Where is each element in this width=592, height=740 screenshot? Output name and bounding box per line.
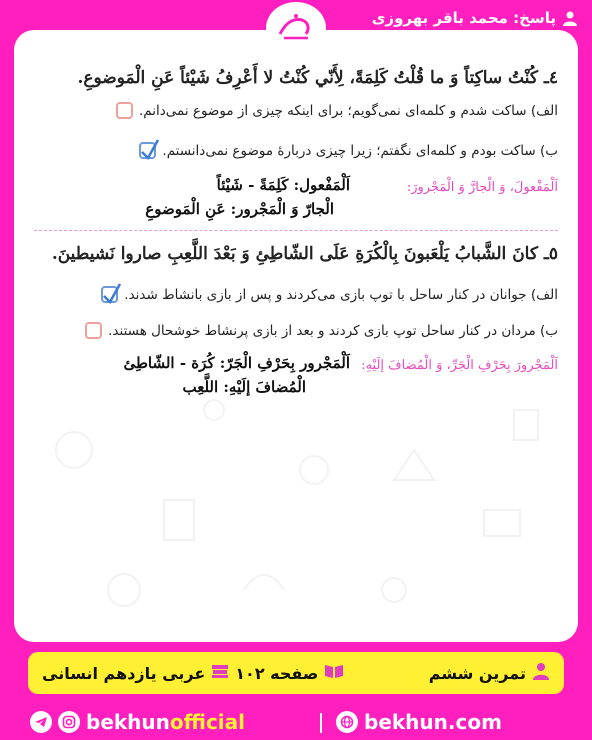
page-number: صفحه ۱۰۲ [235, 663, 319, 683]
website-link[interactable] [336, 710, 502, 734]
q5-option-a-text: الف) جوانان در کنار ساحل با توپ بازی می‌کردند و پس از بازی بانشاط شدند. [124, 286, 558, 303]
exercise-title-text: تمرین ششم [428, 663, 526, 683]
q5-option-b-text: ب) مردان در کنار ساحل توپ بازی کردند و بعد از بازی پرنشاط خوشحال هستند. [108, 322, 558, 339]
q4-option-a-checkbox[interactable] [116, 102, 133, 119]
q4-option-b-text: ب) ساکت بودم و کلمه‌ای نگفتم؛ زیرا چیزی دربارهٔ موضوع نمی‌دانستم. [162, 142, 558, 159]
globe-icon [336, 711, 358, 733]
page-and-book [42, 663, 344, 683]
brand-logo [266, 2, 326, 54]
q4-label: اَلْمَفْعولَ، وَ الْجارَّ وَ الْمَجْرورَ: [406, 180, 558, 195]
q5-option-a[interactable] [101, 286, 558, 303]
q5-label: اَلْمَجْرورَ بِحَرْفِ الْجَرِّ، وَ الْمُضافَ إلَيْهِ: [361, 358, 558, 373]
q5-answer-1: اَلْمَجْرور بِحَرْفِ الْجَرّ: كُرَة - الشّاطِئ [123, 354, 350, 372]
check-mark-icon [139, 138, 161, 162]
content-card [14, 30, 578, 642]
q5-answer-2: الْمُضافَ إلَيْهِ: اللَّعِب [182, 378, 306, 396]
website-text: bekhun.com [364, 710, 502, 734]
q5-option-b[interactable] [85, 322, 558, 339]
q5-question: ٥ـ کانَ الشَّبابُ يَلْعَبونَ بِالْكُرَةِ عَلَى الشّاطِئِ وَ بَعْدَ اللَّعِبِ صاروا نَشيطينَ. [51, 244, 558, 264]
book-name: عربی یازدهم انسانی [42, 663, 206, 683]
q4-option-a-text: الف) ساکت شدم و کلمه‌ای نمی‌گویم؛ برای اینکه چیزی از موضوع نمی‌دانم. [138, 102, 558, 119]
social-main: bekhun [86, 710, 170, 734]
social-handle[interactable] [30, 710, 245, 734]
student-icon [532, 662, 550, 684]
user-icon [562, 10, 578, 26]
footer-separator [320, 713, 322, 733]
book-open-icon [324, 663, 344, 683]
telegram-icon[interactable] [30, 711, 52, 733]
check-mark-icon [101, 282, 123, 306]
section-divider [34, 230, 558, 231]
instagram-icon[interactable] [58, 711, 80, 733]
q4-option-b[interactable] [139, 142, 558, 159]
books-icon [211, 663, 229, 683]
q4-question: ٤ـ کُنْتُ ساکِتاً وَ ما قُلْتُ کَلِمَةً، لِأَنّي کُنْتُ لا أَعْرِفُ شَيْئاً عَنِ الْمَوضوعِ. [77, 68, 558, 88]
q4-option-a[interactable] [116, 102, 558, 119]
footer [0, 702, 592, 740]
q4-answer-1: اَلْمَفْعول: کَلِمَةً - شَيْئاً [216, 176, 350, 194]
answerer-line [372, 9, 578, 27]
exercise-title [429, 662, 550, 684]
social-accent: official [169, 710, 246, 734]
q4-answer-2: الْجارّ وَ الْمَجْرور: عَنِ الْمَوضوعِ [145, 200, 334, 218]
q5-option-b-checkbox[interactable] [85, 322, 102, 339]
q5-option-a-checkbox[interactable] [101, 286, 118, 303]
answerer-text: پاسخ: محمد باقر بهروزی [371, 9, 556, 27]
exercise-info-bar [28, 652, 564, 694]
q4-option-b-checkbox[interactable] [139, 142, 156, 159]
